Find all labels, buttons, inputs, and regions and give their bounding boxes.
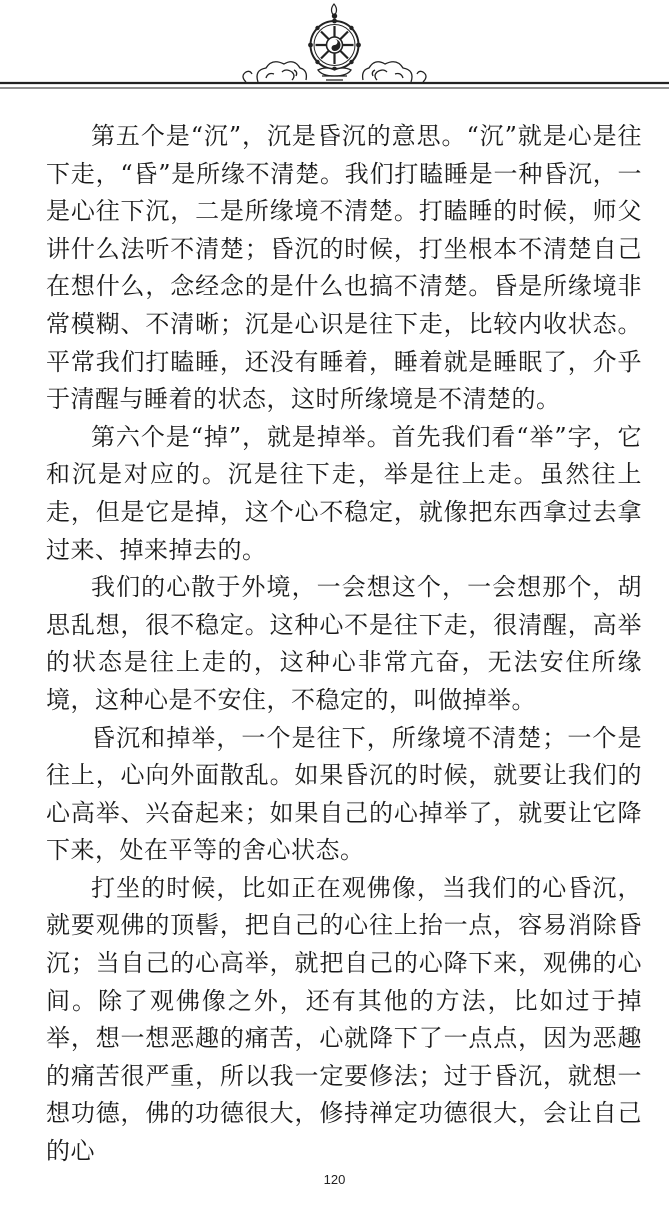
paragraph: 我们的心散于外境，一会想这个，一会想那个，胡思乱想，很不稳定。这种心不是往下走，很清醒，高举的状态是往上走的，这种心非常亢奋，无法安住所缘境，这种心是不安住，不稳定的，叫做掉举。 <box>46 573 642 714</box>
page-header <box>0 0 669 100</box>
paragraph: 第六个是“掉”，就是掉举。首先我们看“举”字，它和沉是对应的。沉是往下走，举是往上走。虽然往上走，但是它是掉，这个心不稳定，就像把东西拿过去拿过来、掉来掉去的。 <box>46 422 642 564</box>
paragraph: 第五个是“沉”，沉是昏沉的意思。“沉”就是心是往下走，“昏”是所缘不清楚。我们打瞌睡是一种昏沉，一是心往下沉，二是所缘境不清楚。打瞌睡的时候，师父讲什么法听不清楚；昏沉的时候，打坐根本不清楚自己在想什么，念经念的是什么也搞不清楚。昏是所缘境非常模糊、不清晰；沉是心识是往下走，比较内收状态。平常我们打瞌睡，还没有睡着，睡着就是睡眠了，介乎于清醒与睡着的状态，这时所缘境是不清楚的。 <box>46 122 642 414</box>
cloud-scroll-right-icon <box>363 62 426 82</box>
paragraph: 打坐的时候，比如正在观佛像，当我们的心昏沉，就要观佛的顶髻，把自己的心往上抬一点，容易消除昏沉；当自己的心高举，就把自己的心降下来，观佛的心间。除了观佛像之外，还有其他的方法，比如过于掉举，想一想恶趣的痛苦，心就降下了一点点，因为恶趣的痛苦很严重，所以我一定要修法；过于昏沉，就想一想功德，佛的功德很大，修持禅定功德很大，会让自己的心 <box>46 873 642 1166</box>
page-number: 120 <box>323 1172 346 1187</box>
cloud-scroll-left-icon <box>243 62 306 82</box>
paragraph: 昏沉和掉举，一个是往下，所缘境不清楚；一个是往上，心向外面散乱。如果昏沉的时候，就要让我们的心高举、兴奋起来；如果自己的心掉举了，就要让它降下来，处在平等的舍心状态。 <box>46 723 642 865</box>
body-text <box>46 118 642 1171</box>
header-ornament <box>0 0 669 100</box>
dharma-wheel-icon <box>308 4 361 80</box>
